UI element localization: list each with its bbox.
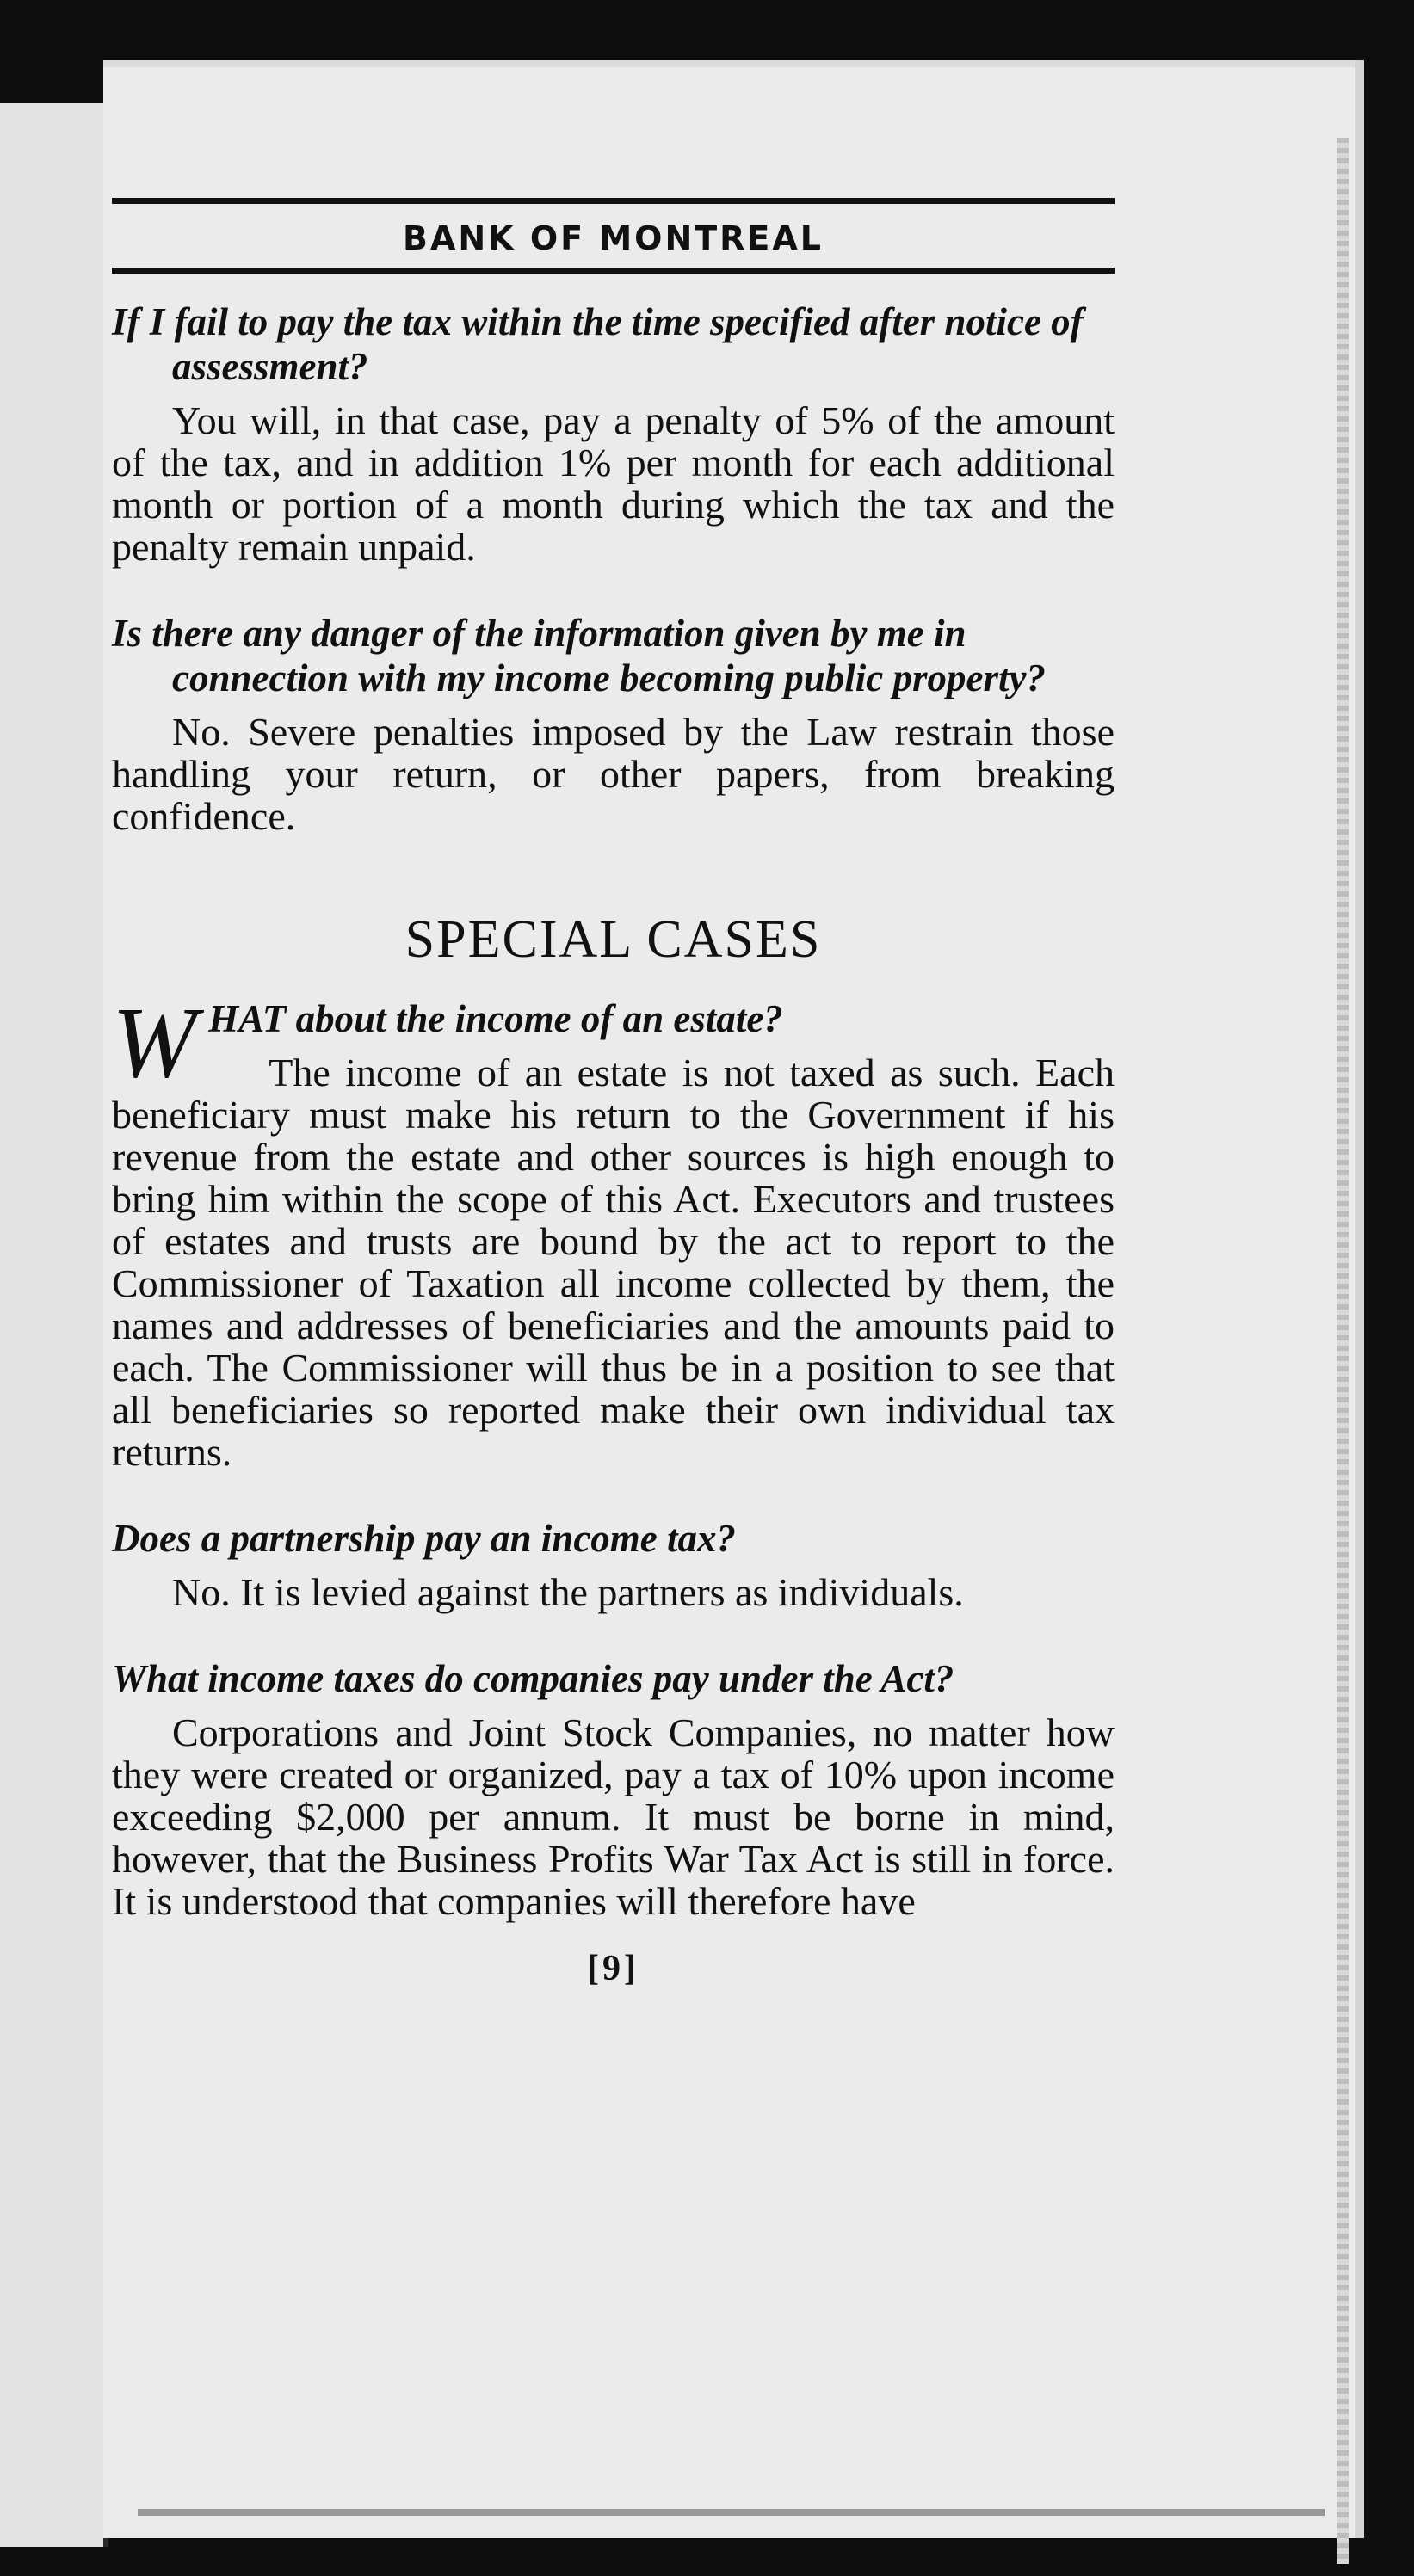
answer: You will, in that case, pay a penalty of 5% of the amount of the tax, and in addition 1% per month for each additional month or portion of a month during which the tax and the penalty remain unpaid. xyxy=(112,398,1115,569)
section-title: SPECIAL CASES xyxy=(404,910,822,969)
qa-block xyxy=(112,1516,1115,1613)
question: Does a partnership pay an income tax? xyxy=(112,1517,737,1560)
facing-page-edge xyxy=(0,103,108,2547)
qa-block xyxy=(112,299,1115,568)
header-rule xyxy=(112,268,1115,274)
question: If I fail to pay the tax within the time specified after notice of assessment? xyxy=(112,300,1084,388)
qa-block xyxy=(112,986,1115,1474)
question: HAT about the income of an estate? xyxy=(208,997,783,1040)
page-stack-edge xyxy=(1337,138,1349,2564)
drop-cap: W xyxy=(112,986,197,1099)
answer: No. Severe penalties imposed by the Law restrain those handling your return, or other papers, from breaking confidence. xyxy=(112,710,1115,838)
answer: Corporations and Joint Stock Companies, no matter how they were created or organized, pay a tax of 10% upon income exceeding $2,000 per annum. It must be borne in mind, however, that the Business Profits War Tax Act is still in force. It is understood that companies will therefore have xyxy=(112,1710,1115,1923)
top-rule xyxy=(112,198,1115,204)
qa-block xyxy=(112,1656,1115,1922)
page-bottom-edge xyxy=(138,2509,1325,2516)
running-head: BANK OF MONTREAL xyxy=(402,219,824,257)
qa-block xyxy=(112,611,1115,837)
page-number: [9] xyxy=(587,1949,639,1988)
question: Is there any danger of the information given by me in connection with my income becoming public property? xyxy=(112,612,1046,699)
answer: No. It is levied against the partners as individuals. xyxy=(172,1570,964,1614)
page-content xyxy=(112,198,1115,1989)
question: What income taxes do companies pay under the Act? xyxy=(112,1657,954,1700)
answer: The income of an estate is not taxed as such. Each beneficiary must make his return to the Government if his revenue from the estate and other sources is high enough to bring him within the scope of this Act. Executors and trustees of estates and trusts are bound by the act to report to the Commissioner of Taxation all income collected by them, the names and addresses of beneficiaries and the amounts paid to each. The Commissioner will thus be in a position to see that all beneficiaries so reported make their own individual tax returns. xyxy=(112,1051,1115,1474)
